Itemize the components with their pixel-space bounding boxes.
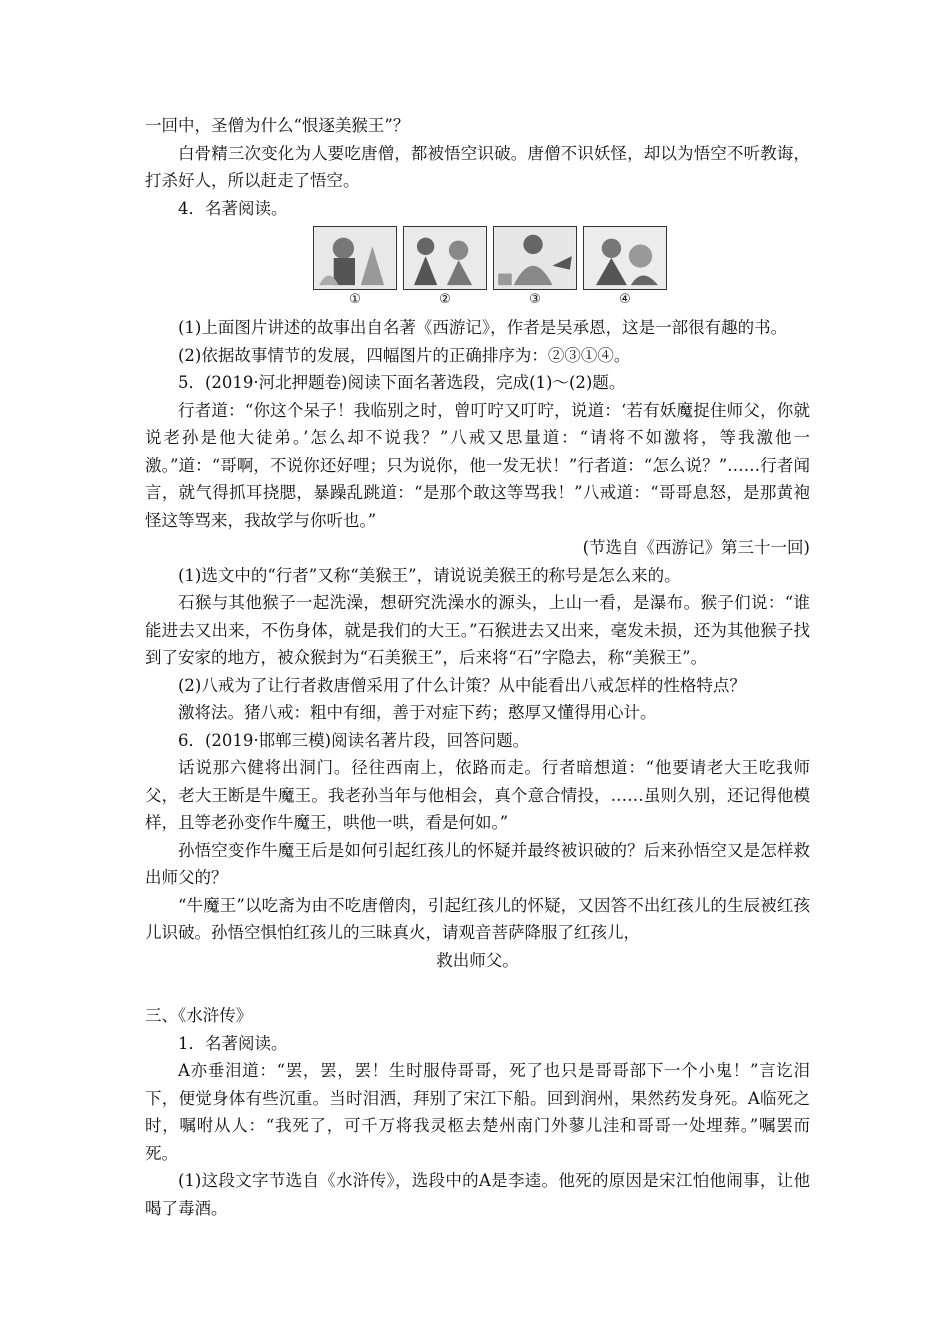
figure-label: ② bbox=[439, 292, 451, 307]
q6-answer: “牛魔王”以吃斋为由不吃唐僧肉，引起红孩儿的怀疑，又因答不出红孩儿的生辰被红孩儿识破。孙悟空惧怕红孩儿的三昧真火，请观音菩萨降服了红孩儿， bbox=[145, 895, 810, 942]
q4-answer-1: (1)上面图片讲述的故事出自名著《西游记》，作者是吴承恩，这是一部很有趣的书。 bbox=[178, 318, 788, 337]
q5-answer-1: 石猴与其他猴子一起洗澡，想研究洗澡水的源头，上山一看，是瀑布。猴子们说：“谁能进去又出来，不伤身体，就是我们的大王。”石猴进去又出来，毫发未损，还为其他猴子找到了安家的地方，被众猴封为“石美猴王”，后来将“石”字隐去，称“美猴王”。 bbox=[145, 593, 810, 667]
q6-question: 孙悟空变作牛魔王后是如何引起红孩儿的怀疑并最终被识破的？后来孙悟空又是怎样救出师父的？ bbox=[145, 840, 810, 887]
figure-label: ① bbox=[349, 292, 361, 307]
q6-answer-end: 救出师父。 bbox=[436, 950, 519, 970]
figure-label: ③ bbox=[529, 292, 541, 307]
illustration-image bbox=[313, 226, 397, 290]
question-6-title: 6．(2019·邯郸三模)阅读名著片段，回答问题。 bbox=[178, 730, 530, 750]
q5-source: (节选自《西游记》第三十一回) bbox=[582, 538, 810, 557]
figure-label: ④ bbox=[619, 292, 631, 307]
q5-answer-2: 激将法。猪八戒：粗中有细，善于对症下药；憨厚又懂得用心计。 bbox=[178, 703, 657, 722]
q5-subquestion-1: (1)选文中的“行者”又称“美猴王”，请说说美猴王的称号是怎么来的。 bbox=[178, 565, 681, 585]
q5-subquestion-2: (2)八戒为了让行者救唐僧采用了什么计策？从中能看出八戒怎样的性格特点？ bbox=[178, 675, 746, 695]
comic-figure bbox=[313, 226, 673, 310]
section3-passage: A亦垂泪道：“罢，罢，罢！生时服侍哥哥，死了也只是哥哥部下一个小鬼！”言讫泪下，便觉身体有些沉重。当时泪洒，拜别了宋江下船。回到润州，果然药发身死。A临死之时，嘱咐从人：“我死了，可千万将我灵柩去楚州南门外蓼儿洼和哥哥一处埋葬。”嘱罢而死。 bbox=[145, 1061, 810, 1163]
section3-q1-answer: (1)这段文字节选自《水浒传》，选段中的A是李逵。他死的原因是宋江怕他闹事，让他喝了毒酒。 bbox=[145, 1171, 810, 1218]
q5-passage: 行者道：“你这个呆子！我临别之时，曾叮咛又叮咛，说道：‘若有妖魔捉住师父，你就说老孙是他大徒弟。’怎么却不说我？”八戒又思量道：“请将不如激将，等我激他一激。”道：“哥啊，不说你还好哩；只为说你，他一发无状！”行者道：“怎么说？”……行者闻言，就气得抓耳挠腮，暴躁乱跳道：“是那个敢这等骂我！”八戒道：“哥哥息怒，是那黄袍怪这等骂来，我故学与你听也。” bbox=[145, 400, 810, 530]
question-4-title: 4．名著阅读。 bbox=[178, 198, 288, 218]
figure-panel bbox=[583, 226, 667, 310]
section-heading: 三、《水浒传》 bbox=[145, 1006, 253, 1025]
answer-text: 白骨精三次变化为人要吃唐僧，都被悟空识破。唐僧不识妖怪，却以为悟空不听教诲，打杀好人，所以赶走了悟空。 bbox=[145, 143, 810, 190]
q6-passage: 话说那六健将出洞门。径往西南上，依路而走。行者暗想道：“他要请老大王吃我师父，老大王断是牛魔王。我老孙当年与他相会，真个意合情投，……虽则久别，还记得他模样，且等老孙变作牛魔王，哄他一哄，看是何如。” bbox=[145, 758, 810, 832]
document-page bbox=[145, 112, 810, 1222]
q4-answer-2: (2)依据故事情节的发展，四幅图片的正确排序为：②③①④。 bbox=[178, 345, 631, 365]
question-5-title: 5．(2019·河北押题卷)阅读下面名著选段，完成(1)～(2)题。 bbox=[178, 373, 626, 392]
illustration-image bbox=[583, 226, 667, 290]
section3-q1-title: 1．名著阅读。 bbox=[178, 1033, 288, 1053]
illustration-image bbox=[493, 226, 577, 290]
figure-panel bbox=[403, 226, 487, 310]
illustration-image bbox=[403, 226, 487, 290]
figure-panel bbox=[313, 226, 397, 310]
question-line-continued: 一回中，圣僧为什么“恨逐美猴王”？ bbox=[145, 116, 410, 135]
figure-panel bbox=[493, 226, 577, 310]
